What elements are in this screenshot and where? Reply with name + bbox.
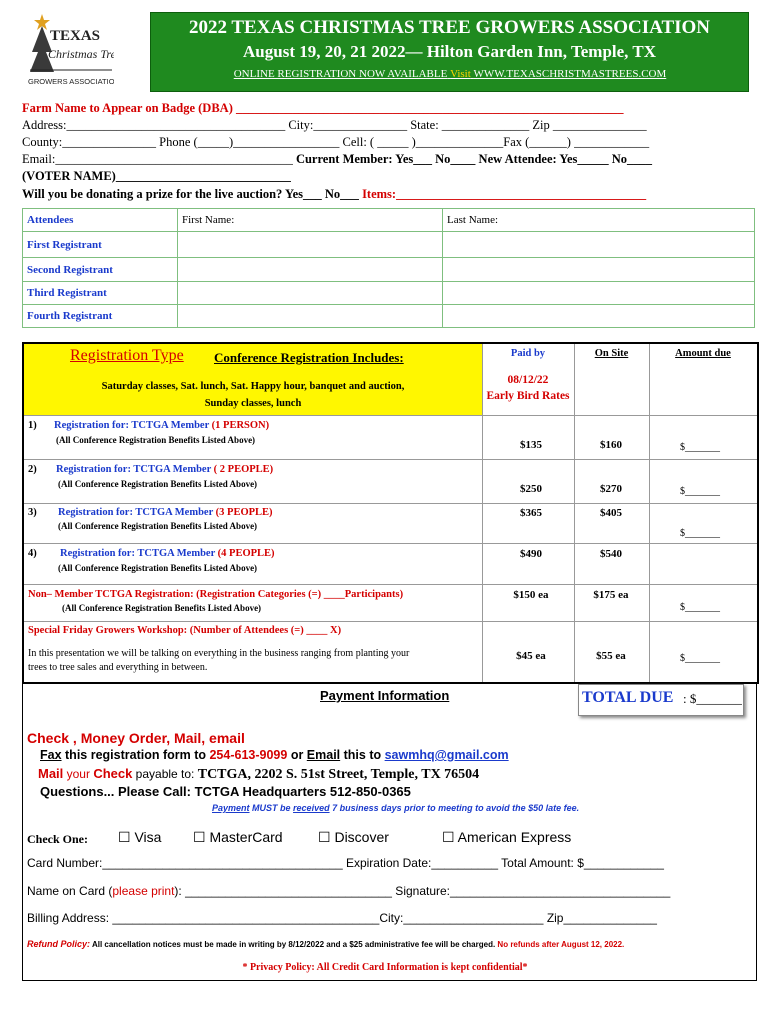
banner-online: ONLINE REGISTRATION NOW AVAILABLE Visit WWW.TEXASCHRISTMASTREES.COM xyxy=(233,68,667,80)
voter-name-line[interactable]: (VOTER NAME)____________________________ xyxy=(22,169,291,183)
amount-due-header: Amount due xyxy=(675,348,731,359)
last-name-field[interactable] xyxy=(443,258,755,282)
last-name-field[interactable] xyxy=(443,232,755,258)
fax-email-line: Fax this registration form to 254-613-9099 or Email this to sawmhq@gmail.com xyxy=(40,748,509,762)
paid-by-header: Paid by xyxy=(510,348,546,359)
amount-field[interactable]: $_______ xyxy=(680,528,720,539)
name-on-card-line[interactable]: Name on Card (please print): _______________________________ Signature:_________________________________ xyxy=(27,884,671,898)
amount-field[interactable]: $_______ xyxy=(680,602,720,613)
card-number-line[interactable]: Card Number:____________________________________ Expiration Date:__________ Total Amount: $____________ xyxy=(27,856,664,870)
non-member-option: Non– Member TCTGA Registration: (Registration Categories (=) ____Participants) xyxy=(28,589,404,600)
visa-checkbox[interactable]: ☐ Visa xyxy=(118,829,162,845)
auction-prize-line[interactable]: Will you be donating a prize for the live auction? Yes___ No___ Items:________________________________________ xyxy=(22,187,647,201)
discover-checkbox[interactable]: ☐ Discover xyxy=(318,829,389,845)
privacy-policy: * Privacy Policy: All Credit Card Information is kept confidential* xyxy=(242,962,528,973)
payment-methods: Check , Money Order, Mail, email xyxy=(27,730,245,746)
reg-option-4: Registration for: TCTGA Member (4 PEOPLE) xyxy=(60,548,275,559)
last-name-field[interactable] xyxy=(443,305,755,328)
workshop-option: Special Friday Growers Workshop: (Number of Attendees (=) ____ X) xyxy=(28,625,342,636)
refund-policy: Refund Policy: All cancellation notices must be made in writing by 8/12/2022 and a $25 administrative fee will be charged. No refunds after August 12, 2022. xyxy=(27,939,625,949)
registrant-label: Third Registrant xyxy=(23,282,178,305)
email-line[interactable]: Email:______________________________________ Current Member: Yes___ No____ New Attendee: Yes_____ No____ xyxy=(22,152,653,166)
attendees-header: Attendees xyxy=(23,209,178,232)
svg-text:TEXAS: TEXAS xyxy=(50,28,101,44)
registrant-label: First Registrant xyxy=(23,232,178,258)
first-name-field[interactable] xyxy=(178,232,443,258)
last-name-header: Last Name: xyxy=(443,209,755,232)
svg-text:GROWERS ASSOCIATION: GROWERS ASSOCIATION xyxy=(28,77,114,86)
late-fee-note: Payment MUST be received 7 business days prior to meeting to avoid the $50 late fee. xyxy=(212,803,580,813)
registration-section: Registration Type Conference Registration Includes: Saturday classes, Sat. lunch, Sat. Happy hour, banquet and auction, Sunday classes, lunch Paid by 08/12/22 Early Bird Rates On Site Amount due 1) Registration for: TCTGA Member (1 PERSON) (All Conference Registration Benefits Listed Above) $135 $160 $_______ 2) Registration for: TCTGA Member ( 2 PEOPLE) (All Conference Registration Benefits Listed Above) $250 $270 $_______ 3) Registration for: TCTGA Member (3 PEOPLE) (All Conference Registration Benefits Listed Above) $365 $405 $_______ 4) Registration for: TCTGA Member (4 PEOPLE) (All Conference Registration Benefits Listed Above) $490 $540 Non– Member TCTGA Registration: (Registration Categories (=) ____Participants) (All Conference Registration Benefits Listed Above) $150 ea $175 ea $_______ Special Friday Growers Workshop: (Number of Attendees (=) ____ X) In this presentation we will be talking on everything in the business ranging from planting your trees to tree sales and everything in between. $45 ea $55 ea $_______ xyxy=(22,342,759,684)
includes-label: Conference Registration Includes: xyxy=(214,350,404,365)
registrant-label: Second Registrant xyxy=(23,258,178,282)
first-name-field[interactable] xyxy=(178,282,443,305)
svg-text:Christmas Tree: Christmas Tree xyxy=(48,47,114,61)
billing-address-line[interactable]: Billing Address: ________________________________________City:_____________________ Zip______________ xyxy=(27,911,657,925)
county-line[interactable]: County:_______________ Phone (_____)_________________ Cell: ( _____ )______________Fax (______) ____________ xyxy=(22,135,650,149)
reg-option-2: Registration for: TCTGA Member ( 2 PEOPLE) xyxy=(56,464,274,475)
check-one-label: Check One: xyxy=(27,832,88,846)
attendees-table xyxy=(22,208,755,328)
payment-title: Payment Information xyxy=(320,688,450,703)
amount-field[interactable]: $_______ xyxy=(680,486,720,497)
questions-line: Questions... Please Call: TCTGA Headquarters 512-850-0365 xyxy=(40,784,411,799)
amount-field[interactable]: $_______ xyxy=(680,653,720,664)
banner-title: 2022 TEXAS CHRISTMAS TREE GROWERS ASSOCIATION xyxy=(188,17,711,38)
amex-checkbox[interactable]: ☐ American Express xyxy=(442,829,572,845)
mastercard-checkbox[interactable]: ☐ MasterCard xyxy=(193,829,283,845)
header-banner: 2022 TEXAS CHRISTMAS TREE GROWERS ASSOCIATION August 19, 20, 21 2022— Hilton Garden Inn, Temple, TX ONLINE REGISTRATION NOW AVAILABLE Visit WWW.TEXASCHRISTMASTREES.COM xyxy=(150,12,749,92)
first-name-header: First Name: xyxy=(178,209,443,232)
reg-option-3: Registration for: TCTGA Member (3 PEOPLE) xyxy=(58,507,273,518)
onsite-header: On Site xyxy=(594,348,629,359)
tctga-logo xyxy=(24,12,114,90)
farm-name-line[interactable]: Farm Name to Appear on Badge (DBA) ______________________________________________________________ xyxy=(22,101,624,115)
website-link[interactable]: WWW.TEXASCHRISTMASTREES.COM xyxy=(473,68,667,80)
registration-type-label: Registration Type xyxy=(70,347,184,364)
first-name-field[interactable] xyxy=(178,305,443,328)
mail-line: Mail your Check payable to: TCTGA, 2202 S. 51st Street, Temple, TX 76504 xyxy=(38,766,480,782)
total-due-box[interactable]: TOTAL DUE : $_______ xyxy=(578,684,744,716)
first-name-field[interactable] xyxy=(178,258,443,282)
registrant-label: Fourth Registrant xyxy=(23,305,178,328)
reg-option-1: Registration for: TCTGA Member (1 PERSON) xyxy=(54,420,270,431)
email-link[interactable]: sawmhq@gmail.com xyxy=(384,748,509,762)
address-line[interactable]: Address:___________________________________ City:_______________ State: ______________ Zip _______________ xyxy=(22,118,647,132)
last-name-field[interactable] xyxy=(443,282,755,305)
amount-field[interactable]: $_______ xyxy=(680,442,720,453)
